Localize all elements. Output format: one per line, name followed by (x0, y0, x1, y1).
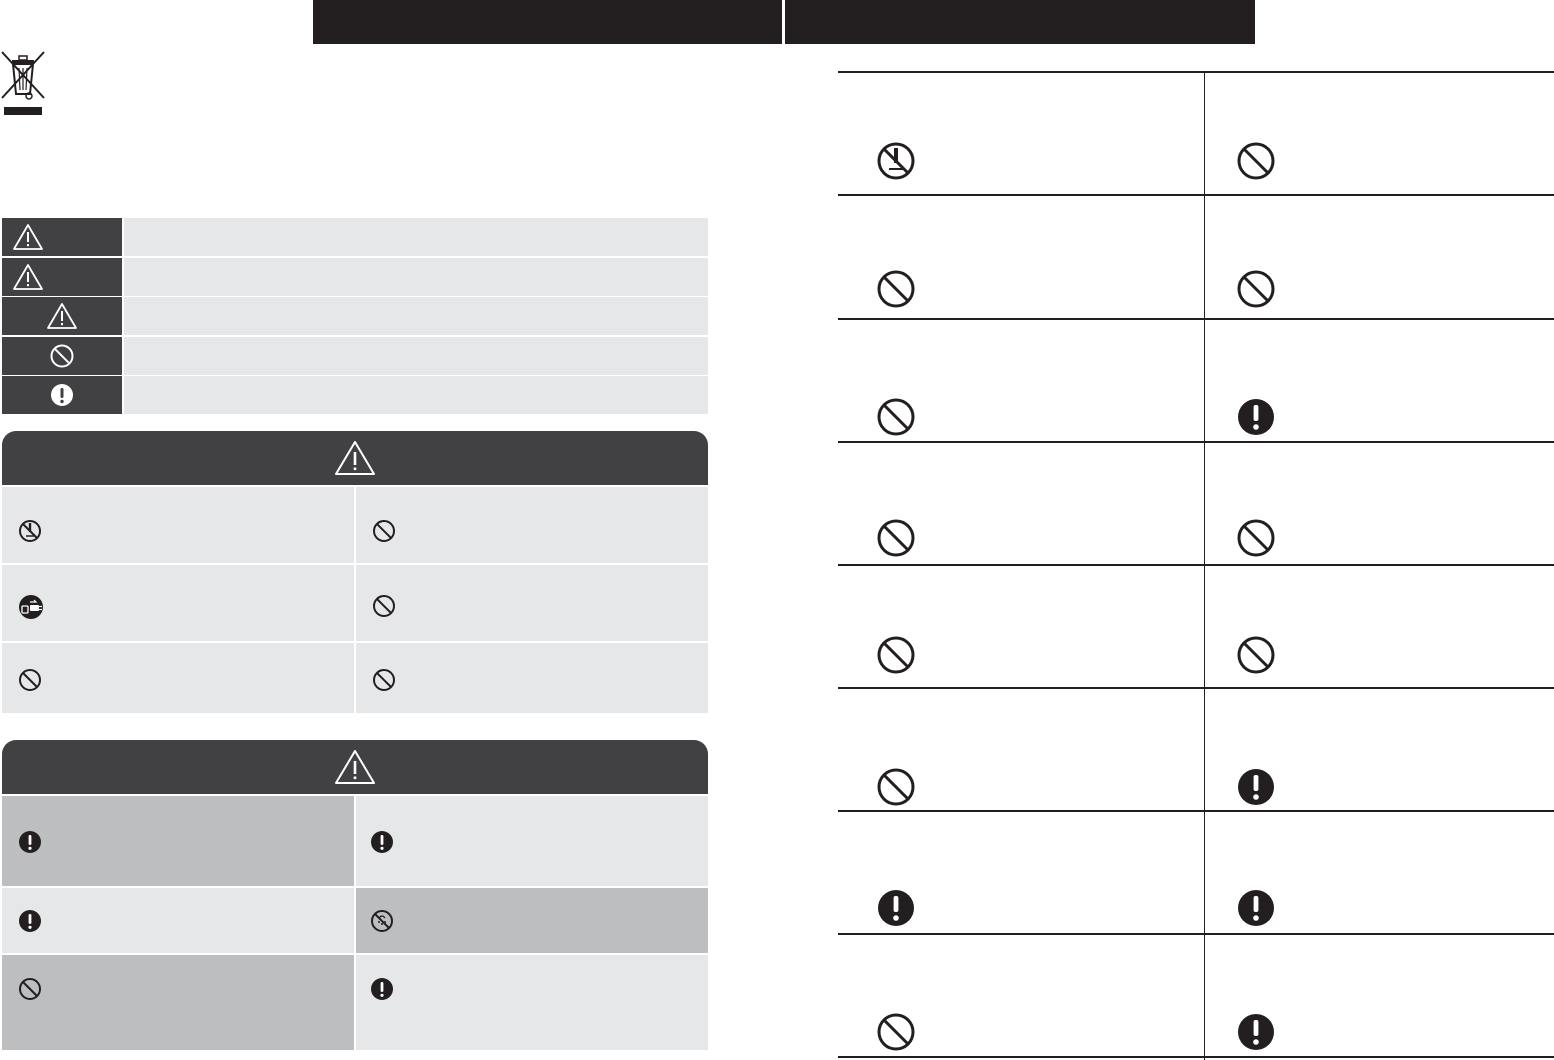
legend-row-mandatory (2, 376, 708, 414)
table-column-divider (1204, 72, 1205, 1060)
warning-triangle-icon (334, 440, 376, 476)
legend-row-caution (2, 297, 708, 335)
mandatory-exclamation-icon (1236, 767, 1276, 807)
table-rule (838, 318, 1554, 320)
table-rule (838, 564, 1554, 566)
prohibition-icon (372, 594, 396, 618)
unplug-icon (18, 594, 44, 620)
prohibition-icon (372, 519, 396, 543)
table-rule (838, 1056, 1554, 1058)
legend-key (2, 337, 122, 375)
mandatory-exclamation-icon (49, 382, 75, 408)
warning-triangle-icon (46, 302, 78, 330)
legend-row-prohibited (2, 337, 708, 375)
warning-cell (2, 643, 354, 713)
warning-triangle-icon (12, 263, 44, 291)
prohibition-icon (876, 518, 916, 558)
prohibition-icon (876, 1012, 916, 1052)
caution-cell (2, 796, 354, 886)
table-rule (838, 71, 1554, 73)
table-rule (838, 933, 1554, 935)
header-bar-left (313, 0, 782, 44)
table-rule (838, 441, 1554, 443)
caution-cell (2, 888, 354, 953)
legend-key (2, 258, 122, 296)
warning-cell (2, 565, 354, 641)
prohibition-icon (372, 668, 396, 692)
legend-text (124, 376, 708, 414)
prohibition-icon (18, 977, 42, 1001)
legend-text (124, 258, 708, 296)
do-not-disassemble-icon (18, 519, 42, 543)
mandatory-exclamation-icon (370, 830, 394, 854)
legend-text (124, 297, 708, 335)
legend-key (2, 297, 122, 335)
prohibition-icon (1236, 141, 1276, 181)
mandatory-exclamation-icon (876, 888, 916, 928)
do-not-disassemble-icon (876, 141, 916, 181)
mandatory-exclamation-icon (1236, 397, 1276, 437)
prohibition-icon (1236, 635, 1276, 675)
caution-box-header (2, 740, 708, 794)
mandatory-exclamation-icon (18, 909, 42, 933)
prohibition-icon (876, 397, 916, 437)
prohibition-icon (18, 668, 42, 692)
warning-cell (356, 487, 708, 563)
legend-text (124, 337, 708, 375)
warning-triangle-icon (12, 223, 44, 251)
prohibition-icon (49, 343, 75, 369)
legend-row-danger (2, 218, 708, 256)
mandatory-exclamation-icon (370, 977, 394, 1001)
caution-cell (2, 955, 354, 1050)
prohibition-icon (1236, 518, 1276, 558)
crossed-out-wheelie-bin-icon (0, 50, 48, 120)
mandatory-exclamation-icon (1236, 1012, 1276, 1052)
caution-cell (356, 955, 708, 1050)
warning-box-header (2, 431, 708, 485)
warning-cell (356, 565, 708, 641)
prohibition-icon (876, 767, 916, 807)
prohibition-icon (876, 635, 916, 675)
no-water-icon (370, 909, 394, 933)
prohibition-icon (1236, 269, 1276, 309)
legend-key (2, 218, 122, 256)
mandatory-exclamation-icon (1236, 888, 1276, 928)
legend-row-warning (2, 258, 708, 296)
warning-triangle-icon (334, 749, 376, 785)
warning-cell (2, 487, 354, 563)
table-rule (838, 810, 1554, 812)
caution-cell (356, 888, 708, 953)
table-rule (838, 687, 1554, 689)
caution-cell (356, 796, 708, 886)
header-bar-right (785, 0, 1255, 44)
legend-text (124, 218, 708, 256)
legend-key (2, 376, 122, 414)
warning-cell (356, 643, 708, 713)
table-rule (838, 194, 1554, 196)
prohibition-icon (876, 269, 916, 309)
mandatory-exclamation-icon (18, 830, 42, 854)
